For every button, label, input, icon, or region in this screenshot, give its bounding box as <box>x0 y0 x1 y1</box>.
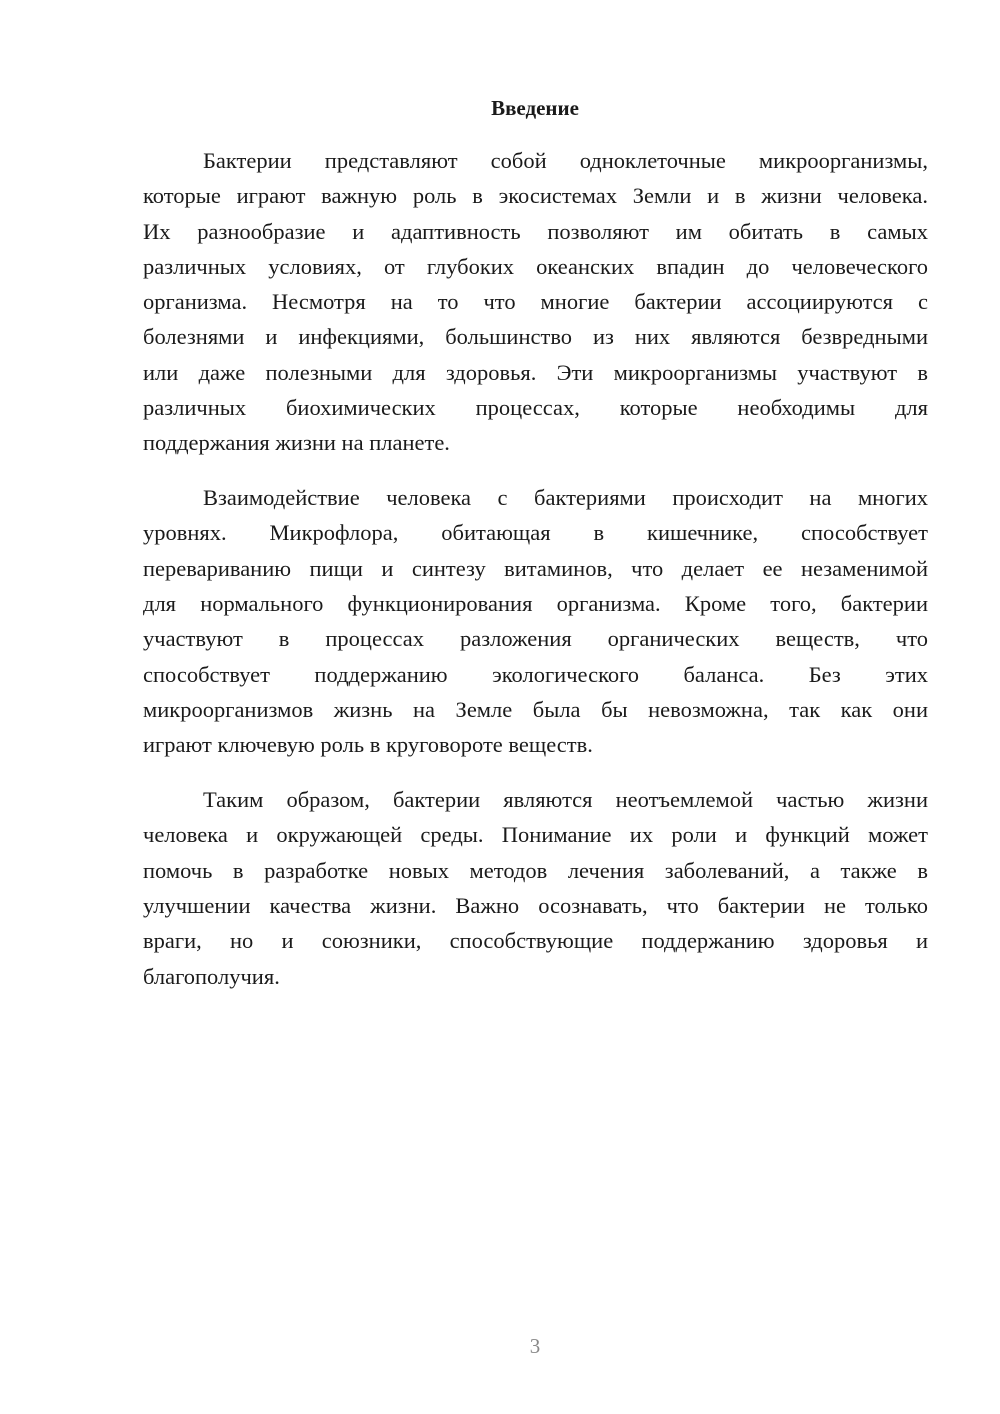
text-line: Бактерии представляют собой одноклеточные микроорганизмы, <box>203 148 928 173</box>
text-line: благополучия. <box>143 963 280 989</box>
text-line: человека и окружающей среды. Понимание их роли и функций может <box>143 822 928 848</box>
text-line: микроорганизмов жизнь на Земле была бы невозможна, так как они <box>143 696 928 722</box>
text-line: уровнях. Микрофлора, обитающая в кишечнике, способствует <box>143 520 928 546</box>
section-title: Введение <box>491 96 579 120</box>
text-line: участвуют в процессах разложения органических веществ, что <box>143 626 928 652</box>
text-line: болезнями и инфекциями, большинство из них являются безвредными <box>143 324 928 350</box>
text-line: для нормального функционирования организма. Кроме того, бактерии <box>143 591 928 617</box>
text-line: улучшении качества жизни. Важно осознавать, что бактерии не только <box>143 892 928 918</box>
text-line: помочь в разработке новых методов лечения заболеваний, а также в <box>143 857 928 883</box>
text-line: различных условиях, от глубоких океанских впадин до человеческого <box>143 253 928 279</box>
text-line: перевариванию пищи и синтезу витаминов, что делает ее незаменимой <box>143 555 928 581</box>
text-line: Их разнообразие и адаптивность позволяют им обитать в самых <box>143 218 928 244</box>
text-line: различных биохимических процессах, которые необходимы для <box>143 395 928 421</box>
text-line: поддержания жизни на планете. <box>143 430 450 456</box>
text-line: Таким образом, бактерии являются неотъемлемой частью жизни <box>203 787 928 813</box>
text-line: способствует поддержанию экологического баланса. Без этих <box>143 661 928 687</box>
page-number: 3 <box>529 1334 541 1358</box>
document-body <box>143 143 928 1013</box>
text-line: Взаимодействие человека с бактериями происходит на многих <box>203 485 928 511</box>
paragraph <box>143 480 928 762</box>
paragraph <box>143 782 928 994</box>
text-line: организма. Несмотря на то что многие бактерии ассоциируются с <box>143 289 928 315</box>
paragraph <box>143 143 928 461</box>
text-line: враги, но и союзники, способствующие поддержанию здоровья и <box>143 928 928 954</box>
text-line: играют ключевую роль в круговороте веществ. <box>143 732 593 758</box>
text-line: или даже полезными для здоровья. Эти микроорганизмы участвуют в <box>143 359 928 385</box>
text-line: которые играют важную роль в экосистемах Земли и в жизни человека. <box>143 183 928 209</box>
